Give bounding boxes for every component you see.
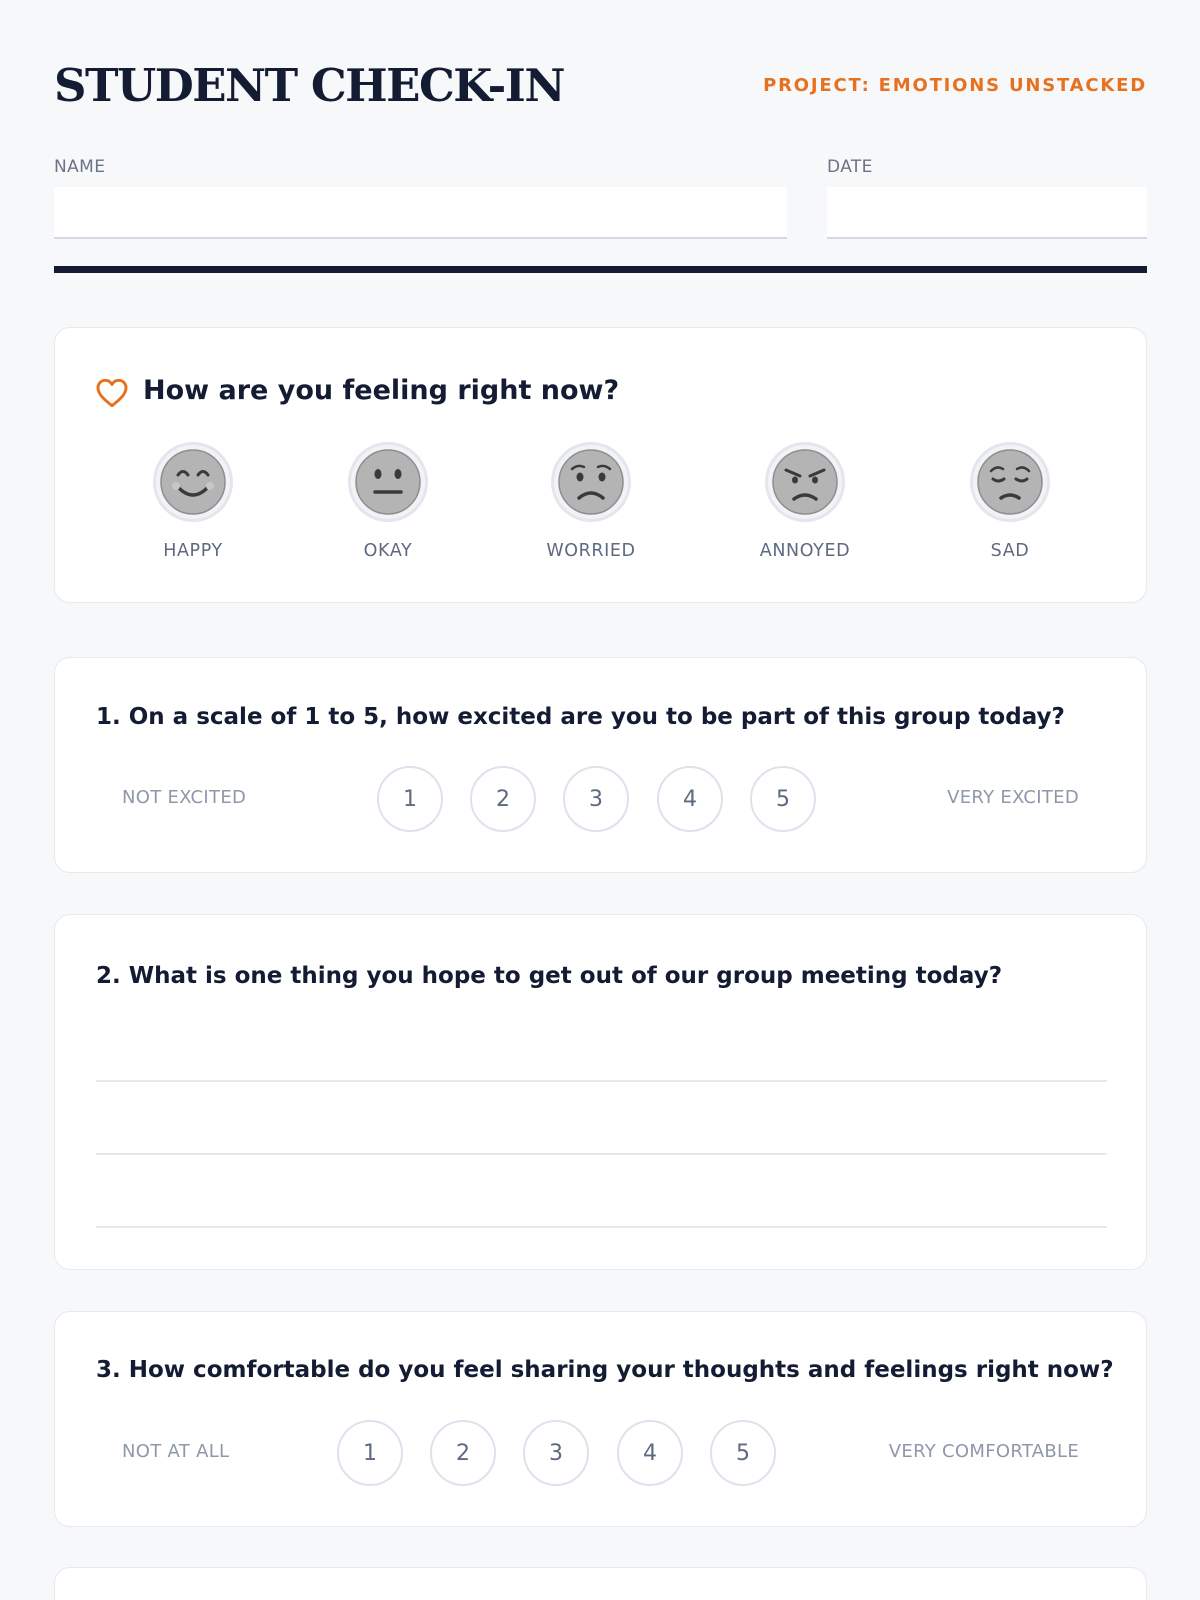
name-field[interactable]	[54, 187, 787, 239]
header-divider	[54, 266, 1147, 273]
mood-circle	[765, 442, 845, 522]
scale-high-label: VERY COMFORTABLE	[888, 1441, 1079, 1462]
q1-rating-5[interactable]: 5	[750, 766, 816, 832]
mood-circle	[970, 442, 1050, 522]
scale-low-label: NOT EXCITED	[122, 787, 247, 808]
date-field[interactable]	[827, 187, 1147, 239]
scale-low-label: NOT AT ALL	[122, 1441, 230, 1462]
question-1-card	[54, 657, 1147, 873]
mood-option-happy[interactable]	[113, 442, 273, 562]
q1-rating-2[interactable]: 2	[470, 766, 536, 832]
mood-option-okay[interactable]	[308, 442, 468, 562]
mood-option-annoyed[interactable]	[725, 442, 885, 562]
question-3-text: 3. How comfortable do you feel sharing your thoughts and feelings right now?	[96, 1357, 1114, 1383]
mood-label-happy: HAPPY	[163, 541, 223, 561]
mood-circle	[551, 442, 631, 522]
answer-line[interactable]	[96, 1080, 1107, 1082]
question-1-text: 1. On a scale of 1 to 5, how excited are you to be part of this group today?	[96, 704, 1065, 730]
header	[54, 58, 1147, 114]
project-label: PROJECT: EMOTIONS UNSTACKED	[763, 75, 1147, 96]
scale-high-label: VERY EXCITED	[947, 787, 1079, 808]
mood-label-okay: OKAY	[363, 541, 413, 561]
question-2-text: 2. What is one thing you hope to get out of our group meeting today?	[96, 963, 1003, 989]
heart-outline-icon	[96, 378, 128, 408]
date-label: DATE	[827, 157, 873, 177]
mood-label-sad: SAD	[990, 541, 1030, 561]
mood-label-worried: WORRIED	[546, 541, 636, 561]
q3-rating-2[interactable]: 2	[430, 1420, 496, 1486]
question-3-card	[54, 1311, 1147, 1527]
mood-card	[54, 327, 1147, 603]
mood-label-annoyed: ANNOYED	[759, 541, 851, 561]
mood-circle	[153, 442, 233, 522]
next-question-card	[54, 1567, 1147, 1600]
q3-rating-1[interactable]: 1	[337, 1420, 403, 1486]
q1-rating-3[interactable]: 3	[563, 766, 629, 832]
q3-rating-5[interactable]: 5	[710, 1420, 776, 1486]
mood-option-worried[interactable]	[511, 442, 671, 562]
pensive-face-icon	[976, 448, 1044, 516]
mood-circle	[348, 442, 428, 522]
mood-question: How are you feeling right now?	[143, 375, 620, 406]
name-label: NAME	[54, 157, 106, 177]
angry-face-icon	[771, 448, 839, 516]
mood-option-sad[interactable]	[930, 442, 1090, 562]
answer-line[interactable]	[96, 1153, 1107, 1155]
neutral-face-icon	[354, 448, 422, 516]
q3-rating-3[interactable]: 3	[523, 1420, 589, 1486]
worried-face-icon	[557, 448, 625, 516]
q1-rating-4[interactable]: 4	[657, 766, 723, 832]
smiling-face-icon	[159, 448, 227, 516]
page-title: STUDENT CHECK-IN	[54, 59, 564, 112]
q3-rating-4[interactable]: 4	[617, 1420, 683, 1486]
q1-rating-1[interactable]: 1	[377, 766, 443, 832]
question-2-card	[54, 914, 1147, 1270]
answer-line[interactable]	[96, 1226, 1107, 1228]
